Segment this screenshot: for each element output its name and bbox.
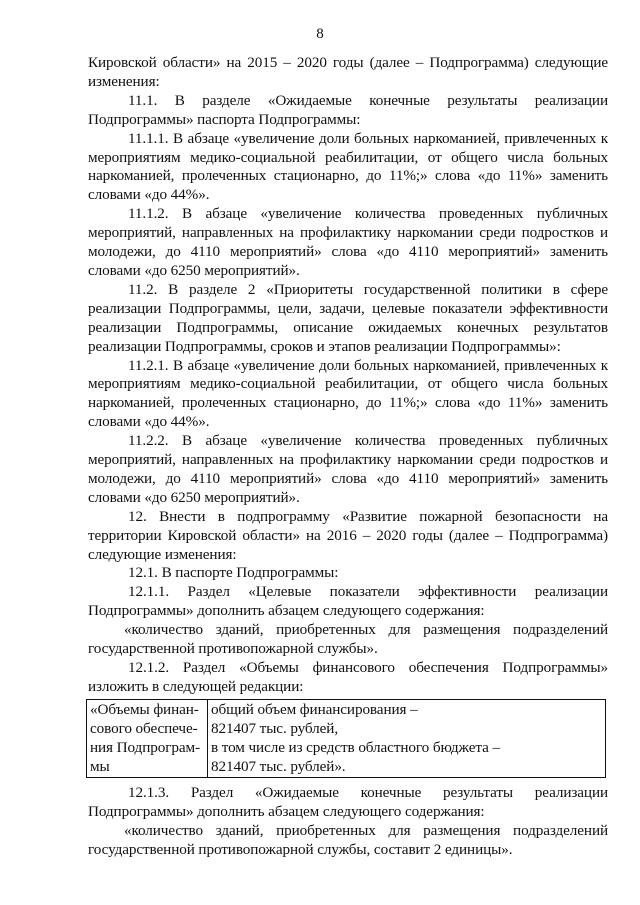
paragraph: 12.1.1. Раздел «Целевые показатели эффективности реализации Подпрограммы» дополнить абзацем следующего содержания: xyxy=(88,583,608,620)
table-value-line: 821407 тыс. рублей, xyxy=(211,719,339,737)
paragraph: 12.1.2. Раздел «Объемы финансового обеспечения Подпрограммы» изложить в следующей редакции: xyxy=(88,659,608,695)
paragraph: 11.2.2. В абзаце «увеличение количества проведенных публичных мероприятий, направленных на профилактику наркомании среди подростков и молодежи, до 4110 мероприятий» слова «до 4110 мероприятий» заменить словами «до 6250 мероприятий». xyxy=(88,432,608,506)
table-label-line: «Объемы финан- xyxy=(90,700,199,718)
table-label-line: сового обеспече- xyxy=(90,719,198,737)
paragraph: «количество зданий, приобретенных для размещения подразделений государственной противопожарной службы, составит 2 единицы». xyxy=(88,822,608,859)
paragraph: Кировской области» на 2015 – 2020 годы (далее – Подпрограмма) следующие изменения: xyxy=(88,54,608,90)
financing-table xyxy=(86,699,606,779)
table-label-line: ния Подпрограм- xyxy=(90,738,200,756)
document-body xyxy=(88,54,608,860)
table-value-cell xyxy=(208,699,606,778)
page-number: 8 xyxy=(316,26,324,42)
table-value-line: в том числе из средств областного бюджета – xyxy=(211,738,500,756)
table-value-line: 821407 тыс. рублей». xyxy=(211,757,346,775)
table-value-line: общий объем финансирования – xyxy=(211,700,418,718)
paragraph: 12.1.3. Раздел «Ожидаемые конечные результаты реализации Подпрограммы» дополнить абзацем следующего содержания: xyxy=(88,784,608,821)
paragraph: 11.1.2. В абзаце «увеличение количества проведенных публичных мероприятий, направленных на профилактику наркомании среди подростков и молодежи, до 4110 мероприятий» слова «до 4110 мероприятий» заменить словами «до 6250 мероприятий». xyxy=(88,205,608,279)
paragraph: 11.2.1. В абзаце «увеличение доли больных наркоманией, привлеченных к мероприятиям медико-социальной реабилитации, от общего числа больных наркоманией, пролеченных стационарно, до 11%;» слова «до 11%» заменить словами «до 44%». xyxy=(88,356,608,431)
paragraph: 11.1. В разделе «Ожидаемые конечные результаты реализации Подпрограммы» паспорта Подпрограммы: xyxy=(88,91,608,128)
paragraph: «количество зданий, приобретенных для размещения подразделений государственной противопожарной службы». xyxy=(88,621,608,658)
table-row xyxy=(87,699,606,778)
paragraph: 11.1.1. В абзаце «увеличение доли больных наркоманией, привлеченных к мероприятиям медико-социальной реабилитации, от общего числа больных наркоманией, пролеченных стационарно, до 11%;» слова «до 11%» заменить словами «до 44%». xyxy=(88,129,608,204)
paragraph: 12. Внести в подпрограмму «Развитие пожарной безопасности на территории Кировской области» на 2016 – 2020 годы (далее – Подпрограмма) следующие изменения: xyxy=(88,507,608,563)
table-label-cell xyxy=(87,699,208,778)
table-label-line: мы xyxy=(90,757,110,775)
paragraph: 12.1. В паспорте Подпрограммы: xyxy=(128,564,339,582)
paragraph: 11.2. В разделе 2 «Приоритеты государственной политики в сфере реализации Подпрограммы, цели, задачи, целевые показатели эффективности реализации Подпрограммы, описание ожидаемых конечных результатов реализации Подпрограммы, сроков и этапов реализации Подпрограммы»: xyxy=(88,280,608,355)
